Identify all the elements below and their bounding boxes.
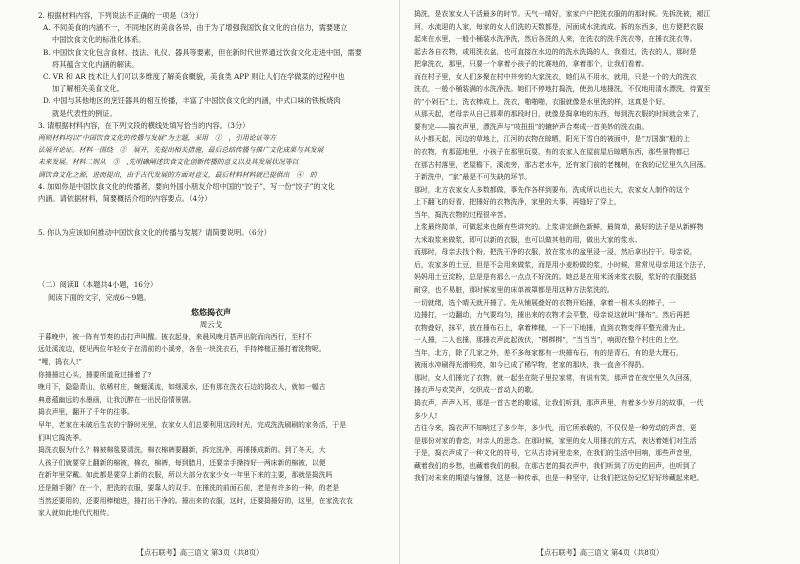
option-line: 将其蕴含文化内涵的解读。 [52,59,139,69]
story-line: 远处溪流边，便见两位年轻女子在清前的小溪旁，各坐一块洗衣石，手持棒槌正捶打着洗物呢。 [38,345,326,354]
story-line: “嘎，捣衣人!” [38,358,83,367]
story-line: 起来在水里，一般小桶装水洗净洗，然后各洗的人来，在洗衣的洗手洗衣等，在捶衣洗衣等。 [414,35,697,44]
option-line: 加了解相关美食文化。 [52,84,124,94]
story-line: 于新洗中，“家”最是不可失缺的环节。 [414,173,532,182]
story-line: 于是，捣衣声成了一种文化的符号，它从古诗词里走来，在我们的生活中回响，那些声音里， [414,449,697,458]
question-5-stem: 5. 你认为应该如何推动中国饮食文化的传播与发展？请简要说明。（6分） [38,228,271,238]
story-line: 衣物叠好，抹平，放在捶布石上，拿着棒槌，一下一下地捶，直到衣物变得平整光滑为止。 [414,323,690,332]
story-line: 于暮晚中，被一阵有节奏的击打声叫醒。披衣起身，来晨风晚月搭声出院而向西行，至村不 [38,332,312,341]
option-line: D. 中国与其他地区的烹饪器具的相互传播，丰富了中国饮食文化的内涵，中式口味的铁板烧肉 [43,96,341,106]
story-title: 悠悠捣衣声 [191,306,231,317]
story-line: 是那份对家的眷恋，对亲人的思念。在那时候，家里的女人用捶衣的方式，表达着她们对生活 [414,436,697,445]
story-line: 一人捶，二人也捶，那捶衣声此起彼伏，“梆梆梆”，“当当当”，响彻在整个村庄的上空。 [414,336,684,345]
story-line: 大米取浆来做浆，即可以新的衣服，也可以做其他的用，做出大家的浆水。 [414,235,642,244]
story-line: 的“小剁石”上，洗衣棒成上，洗衣，啪啪啪，衣服就像是水里洗的样，这真是个好。 [414,97,670,106]
question-3-line-1: 两则材料均以“中国饮食文化的传播与发展”为主题，采用 ① ，引用论证等方 [38,134,277,143]
question-2-stem: 2. 根据材料内容，下列说法不正确的一项是（3分） [38,11,203,20]
story-line: 捣洗，是农家女人干活最多的时节。天气一晴好，家家户户把洗衣服的的那时候。先拆洗被，褪江 [414,10,711,18]
right-story-body [414,8,780,485]
story-line: 我们对未来的期望与憧憬，这是一种传承，也是一种坚守，让我们把这份记忆好好珍藏起来吧。 [414,474,704,483]
story-line: 而在村子里，女人们多聚在村中井旁的大家洗衣，她们从不用水，就用，只是一个的大的洗衣 [414,72,697,81]
story-line: 而那时，母亲去找个粉，把洗干净的衣服，放在浆水的盆里浸一浸，然后拿出拧干。母亲说， [414,248,697,257]
question-3-stem: 3. 请根据材料内容，在下列文段的横线处填写恰当的内容。（3分） [38,120,250,130]
story-line: 洗衣，一般小桶装满的水洗净洗。她们不停地打捣洗，使劲儿地捶洗，不仅地用清水漂洗，待置至 [414,85,711,94]
option-line: C. VR 和 AR 技术让人们可以多维度了解美食概貌，美食类 APP 则让人们在学做菜的过程中也 [43,72,345,82]
story-line: 把拿洗衣，那里，只要一个拿着小孩子的比赛地的，拿着那个，让我们看着。 [414,60,649,69]
reading-instruction: 阅读下面的文字，完成6～9题。 [48,292,151,302]
question-4-line-2: 内涵。请依据材料，简要概括介绍的内容要点。（4分） [38,194,212,204]
story-line: 古往今来，捣衣声不知响过了多少年，多少代，而它所承载的，不仅仅是一种劳动的声音，更 [414,424,697,433]
story-line: 上浆最终简单，可做起来也颇有些讲究的。上浆讲完颜色新鲜，最简单，最好的法子是从新鲜物 [414,223,704,232]
right-page [400,0,800,564]
option-line: 就是代表性的例证。 [52,108,117,118]
option-line: B. 中国饮食文化包含食材、技法、礼仪、器具等要素，但在新时代世界通过饮食文化走进中国，需要 [43,47,362,57]
story-line: 起去各自衣物，或用洗衣盆，也可直接在水边的的洗水洗捣的人，我看过，洗衣的人，那时是 [414,47,697,56]
story-line: 你捶捶过心头，捶要所道竟过捶着了? [38,370,152,379]
story-line: 当年，捣洗衣物的过程很辛苦。 [414,210,511,219]
question-4-stem: 4. 加如你是中国饮食文化的传播者，要向外国小朋友介绍中国的“饺子”，写一份“饺子”的文化 [38,181,335,191]
story-line: 当然还要用的，还要用棒槌进，捶打出干净的。捶出来的衣服，这时，还要捣捶好的，这里，在家洗衣农 [38,496,353,505]
story-line: 妈妈用土豆淀粉，总是是有那么一点点不好洗的。她总是在用米汤来浆衣服，浆好的衣服挺括 [414,273,697,282]
story-line: 上下翻飞的好看，把捶好的衣物洗净，家里的大事，再缝好了穿上， [414,198,621,207]
story-line: 捶衣声与欢笑声，交织成一首动人的歌。 [414,386,539,395]
story-line: 从小都天起，河边的草地上，江河的衣物在晾晒，阳光下雪白的被面中，是“万国旗”般的上 [414,135,690,144]
option-line: 中国饮食文化的标准化体系。 [52,35,146,45]
question-3-line-2: 法展开论证。材料一围绕 ② 展开，先提出相关措施，最后总结传播与推广文化成果与其发展 [38,146,324,155]
story-line: 当年，北方，除了几家之外，差不多每家都有一块捶布石，有的是青石，有的是大理石， [414,348,683,357]
story-line: 捣洗衣服为什么？棉被棉毯要清洗，棉衣棉裤要翻新，拆完洗净，再捶捶成新的。到了冬天，大 [38,446,326,455]
story-line: 在那古村落里，老屋檐下，溪流旁，那古老水车，还有家门前的老槐树，在我的记忆里久久回荡。 [414,160,711,169]
story-line: 多少人! [414,411,438,420]
story-line: 要有完——搞衣声里，漂洗声与“吱扭扭”的辘轳声合奏成一首美妙的洗衣曲。 [414,122,649,131]
story-line: 的衣物，有那蓝地里，小孩子在那里玩耍，有的农家人在屋前屋后晾晒东西，那些景物都已 [414,148,690,157]
story-line: 早年，老家在未破后生农的宁静时光里，农家女人们总要利用这段时光，完成洗洗刷刷的家务活，于是 [38,421,347,430]
option-line: A. 不同美食的内涵不一，不同地区的美食各异，由于为了增强我国饮食文化的自信力，需要建立 [43,23,348,33]
story-line: 从那天起，老母亲从自己那辈的那段时日，就像是捣拿地的东西，每到洗衣服的时间就会来了， [414,110,704,119]
story-line: 被雨水冲刷得光滑明亮，如今已成了稀罕物，老家的那块，我一直舍不得扔。 [414,361,649,370]
question-3-line-3: 未来发展。材料二则从 ③ ,先明确阐述饮食文化创新传播的意义以及其发展状况等以 [38,158,299,167]
story-line: 家人就如此地代代相传。 [38,509,114,518]
story-line: 那时，女人们捶完了衣物，就一起坐在院子里拉家常，有说有笑，那声音在夜空里久久回荡， [414,373,697,382]
story-line: 捣衣声，声声入耳，那是一首古老的歌谣，让我们听到，那声声里，有着多少岁月的故事，一代 [414,398,704,407]
story-line: 藏着我们的乡愁，也藏着我们的根。在那古老的捣衣声中，我们听到了历史的回声，也听到了 [414,461,697,470]
story-line: 典意蕴幽远的水墨画，让我沉醉在一出民俗情景剧。 [38,395,196,404]
story-line: 晚月下，隐隐青山，依稀村庄，蜿蜒溪流，如细溪水，还有那在洗衣石边的捣衣人，就如一幅古 [38,383,326,392]
story-line: 耐穿，也不易脏，那时候家里的床单被罩都是用这种方法浆洗的。 [414,286,614,295]
story-line: 那时，北方农家女人多数都做，事先作各样到要布，洗成所以也长大，农家女人制作的这个 [414,185,690,194]
left-footer: 【点石联考】高三语文 第3页（共8页） [136,548,264,557]
story-line: 人孩子们就要穿上翻新的棉被，棉衣，棉裤，每到腊月，还要亲手操持好一两床新的棉被，以便 [38,458,326,467]
story-line: 捣衣声里，翻开了千年的往事。 [38,408,134,417]
story-line: 在新年里穿戴。如此都是要穿上新的衣服，所以大部分农家少女一年里下来的主要，那就是捣洗吗 [38,471,333,480]
question-2-options [38,22,384,120]
story-body [38,331,384,520]
story-line: 边捶打，一边翻动，力气要均匀，捶出来的衣物才会平整，母亲说这就叫“捶布”。然后再把 [414,311,690,320]
story-author: 周云戈 [199,319,223,329]
story-line: 一切就绪，选个晴天就开捶了。先从铺展叠好的衣物开始捶，拿着一根木头的棒子，一 [414,298,676,307]
right-footer: 【点石联考】高三语文 第4页（共8页） [536,548,664,557]
story-line: 还是随手随？在一个，把洗的衣服，要靠人的双手、在捶洗的前面石前，老是有许多的一种，的老是 [38,483,340,492]
reading-header: （二）阅读Ⅱ（本题共4小题，16分） [38,280,158,290]
question-3-line-4: 调饮食文化之源，进而提出，由于古代发展的方面对意义，最后材料材料就已提供出 ④ 的 [38,170,317,179]
story-line: 后，农家多的土豆，但是不会用来做浆，而是用小麦粉做的浆，小时候，常常见母亲用这个法子， [414,260,711,269]
story-line: 们叫它捣洗季。 [38,433,86,442]
story-line: 河，水流迎的人家，每家的女人们洗的天数都是，河面成水洗流成。拆的东西多，也方便把衣服 [414,22,704,31]
